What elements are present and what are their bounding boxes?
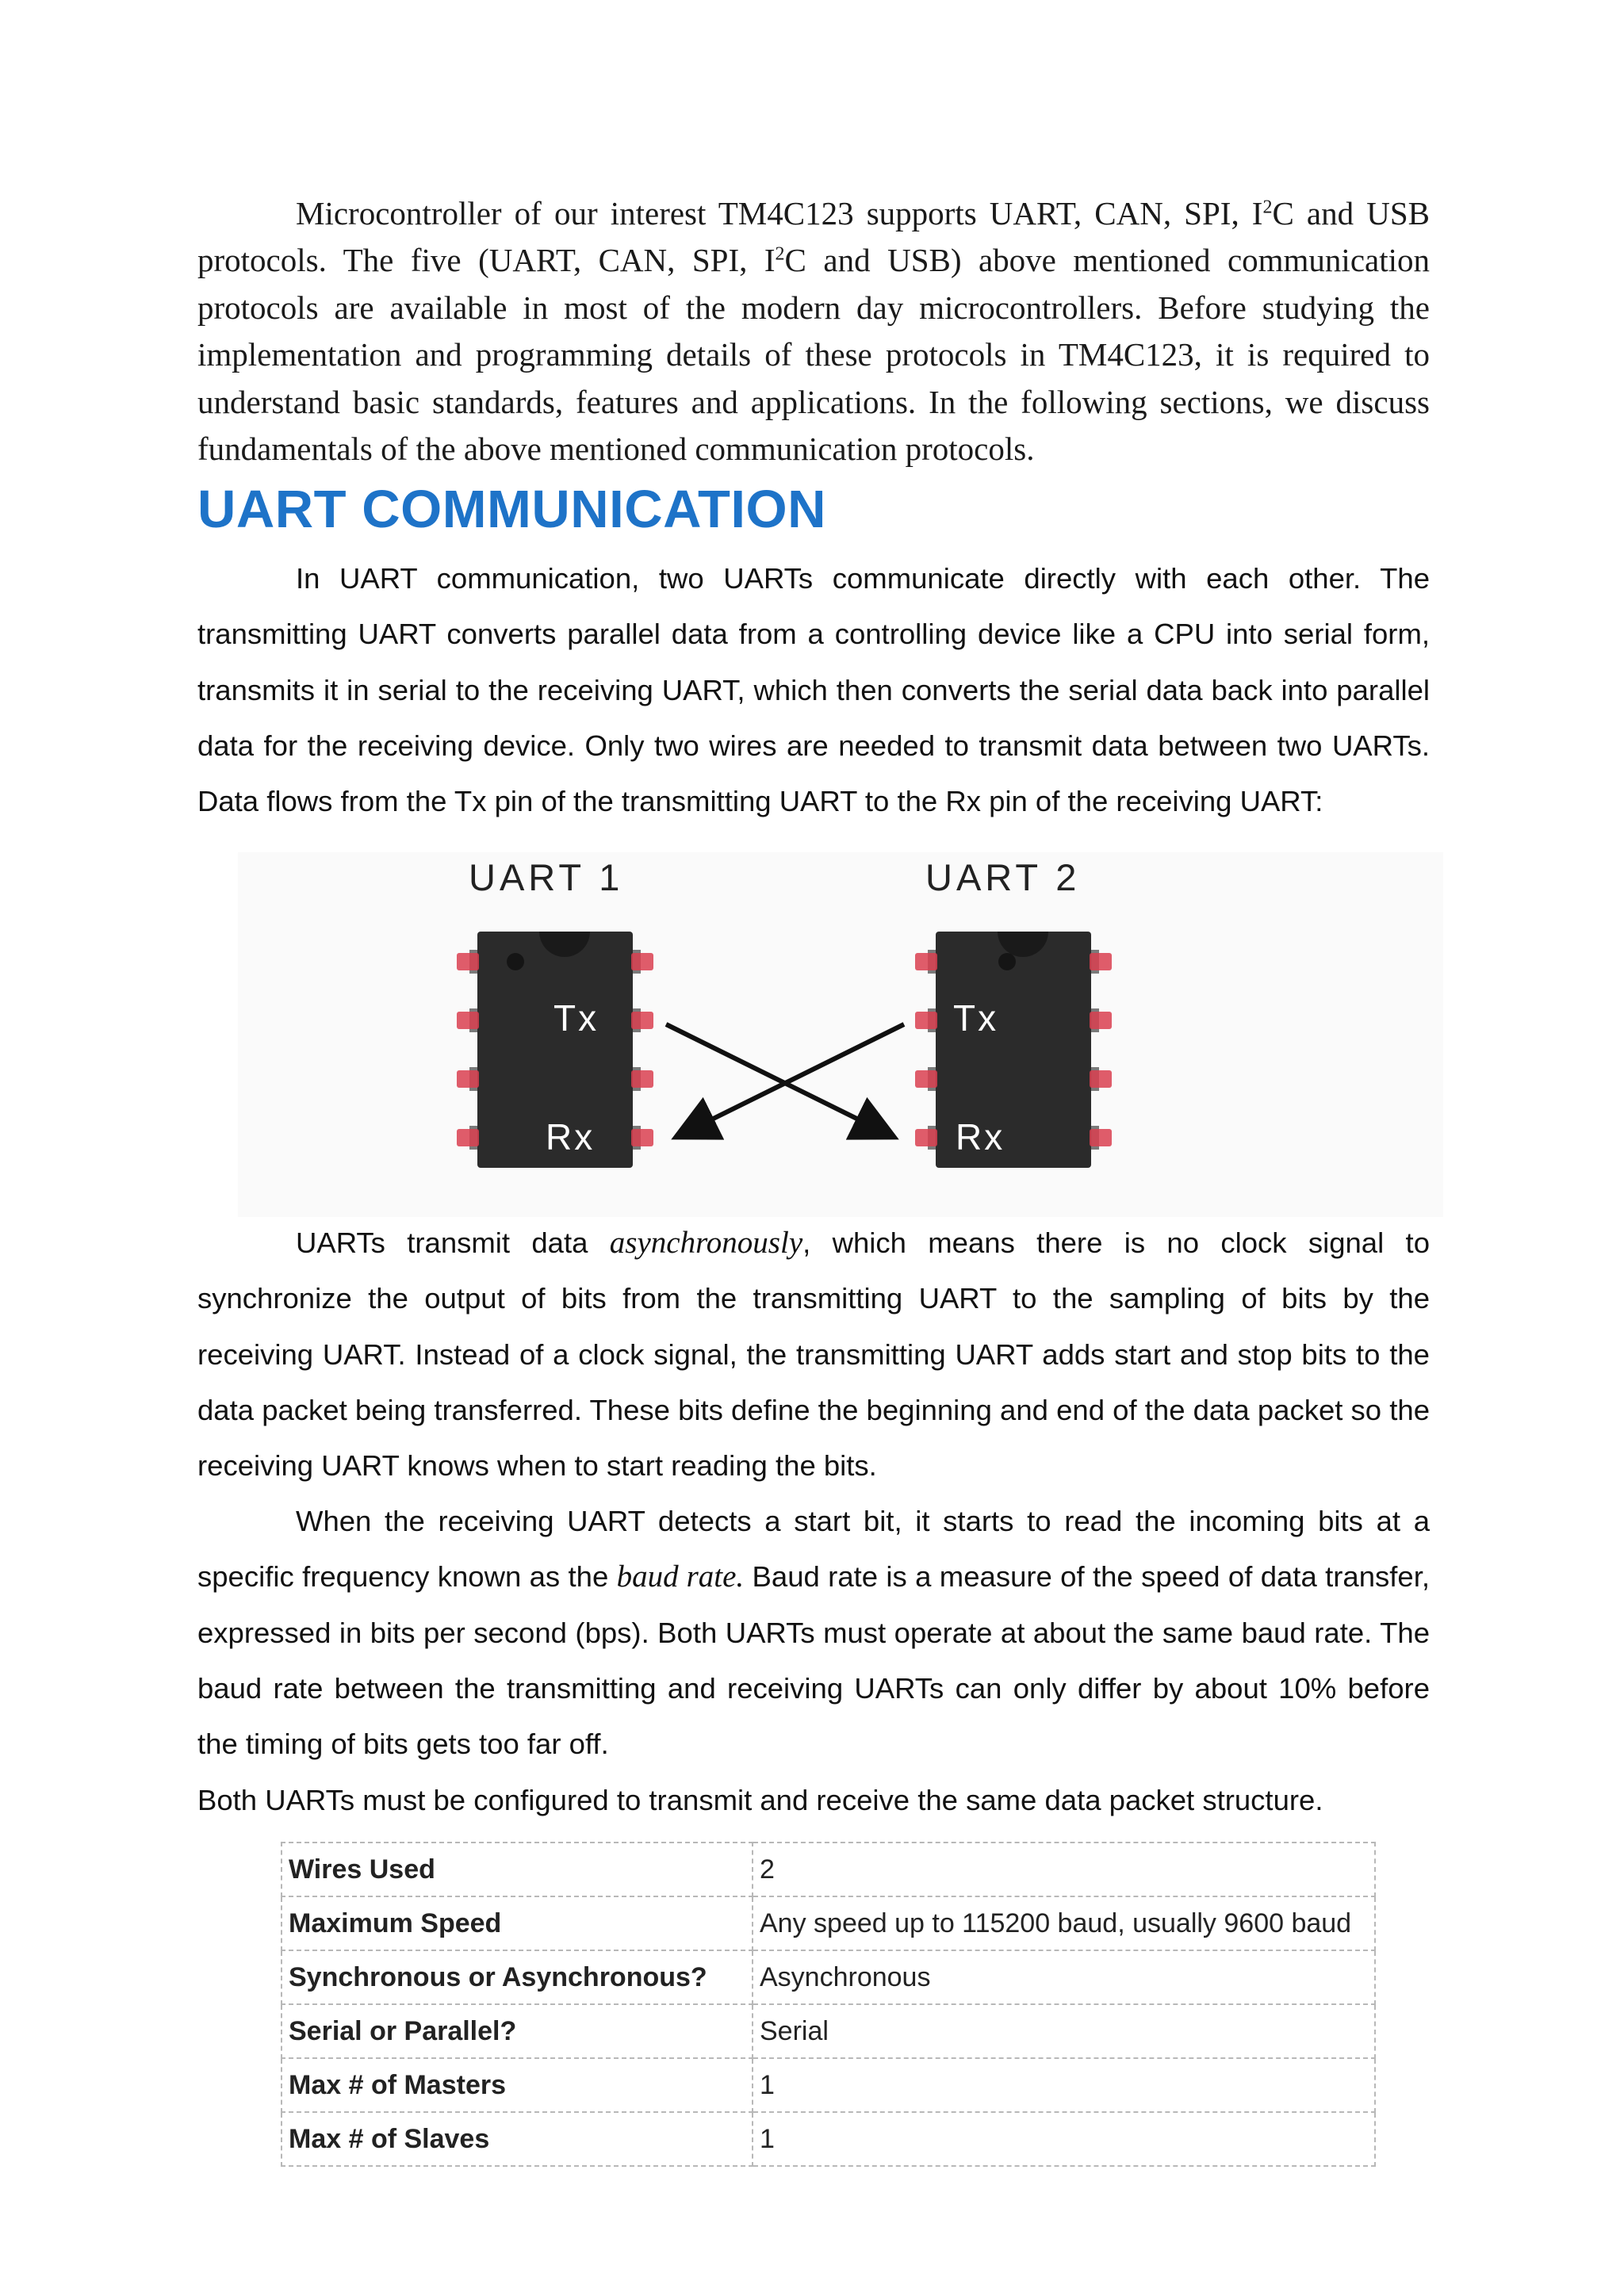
uart2-pin-r3: [1090, 1070, 1112, 1088]
uart1-chip: [457, 856, 653, 1168]
baud-rate-paragraph: When the receiving UART detects a start bit, it starts to read the incoming bits at a specific frequency known as the baud rate. Baud rate is a measure of the speed of data transfer, expressed in bits per second (bps). Both UARTs must operate at about the same baud rate. The baud rate between the transmitting and receiving UARTs can only differ by about 10% before the timing of bits gets too far off.: [197, 1505, 1430, 1761]
uart1-tx-label: Tx: [553, 997, 599, 1039]
uart2-title: UART 2: [925, 856, 1081, 898]
section-heading: UART COMMUNICATION: [197, 480, 827, 539]
table-key: Wires Used: [282, 1843, 753, 1896]
table-value: Asynchronous: [753, 1950, 1375, 2004]
uart1-pin-l3: [457, 1070, 479, 1088]
uart1-pin-l2: [457, 1012, 479, 1029]
tx2-to-rx1-arrow: [680, 1024, 904, 1135]
uart2-rx-label: Rx: [956, 1116, 1005, 1158]
uart2-tx-label: Tx: [953, 997, 999, 1039]
uart1-title: UART 1: [469, 856, 624, 898]
uart1-pin-r4: [631, 1129, 653, 1146]
table-row: [282, 2112, 1375, 2166]
table-key: Maximum Speed: [282, 1896, 753, 1950]
uart2-pin-l1: [915, 953, 937, 970]
uart-spec-table: [281, 1842, 1376, 2167]
table-value: Any speed up to 115200 baud, usually 9600 baud: [753, 1896, 1375, 1950]
uart2-pin-r4: [1090, 1129, 1112, 1146]
uart2-pin-r2: [1090, 1012, 1112, 1029]
table-value: 2: [753, 1843, 1375, 1896]
packet-structure-paragraph: Both UARTs must be configured to transmit and receive the same data packet structure.: [197, 1784, 1323, 1816]
table-key: Max # of Slaves: [282, 2112, 753, 2166]
table-value: Serial: [753, 2004, 1375, 2058]
uart1-pin-l1: [457, 953, 479, 970]
uart1-pin-r1: [631, 953, 653, 970]
uart2-chip: [915, 856, 1112, 1168]
uart2-pin-r1: [1090, 953, 1112, 970]
table-row: [282, 1896, 1375, 1950]
uart1-pin-l4: [457, 1129, 479, 1146]
uart1-rx-label: Rx: [546, 1116, 596, 1158]
table-value: 1: [753, 2058, 1375, 2112]
async-paragraph: UARTs transmit data asynchronously, which means there is no clock signal to synchronize the output of bits from the transmitting UART to the sampling of bits by the receiving UART. Instead of a clock signal, the transmitting UART adds start and stop bits to the data packet being transferred. These bits define the beginning and end of the data packet so the receiving UART knows when to start reading the bits.: [197, 1226, 1431, 1483]
table-value: 1: [753, 2112, 1375, 2166]
table-row: [282, 2058, 1375, 2112]
uart2-pin-l3: [915, 1070, 937, 1088]
table-row: [282, 1950, 1375, 2004]
table-row: [282, 2004, 1375, 2058]
uart-diagram: [428, 856, 1142, 1189]
tx1-to-rx2-arrow: [666, 1024, 891, 1135]
uart1-pin-r2: [631, 1012, 653, 1029]
uart2-pin-l4: [915, 1129, 937, 1146]
uart-intro-paragraph: In UART communication, two UARTs communicate directly with each other. The transmitting UART converts parallel data from a controlling device like a CPU into serial form, transmits it in serial to the receiving UART, which then converts the serial data back into parallel data for the receiving device. Only two wires are needed to transmit data between two UARTs. Data flows from the Tx pin of the transmitting UART to the Rx pin of the receiving UART:: [197, 562, 1430, 818]
uart1-pin-r3: [631, 1070, 653, 1088]
table-key: Serial or Parallel?: [282, 2004, 753, 2058]
table-key: Synchronous or Asynchronous?: [282, 1950, 753, 2004]
intro-paragraph: Microcontroller of our interest TM4C123 supports UART, CAN, SPI, $I^2C$ and USB protocols. The five (UART, CAN, SPI, $I^2C$ and USB) above mentioned communication protocols are available in most of the modern day microcontrollers. Before studying the implementation and programming details of these protocols in TM4C123, it is required to understand basic standards, features and applications. In the following sections, we discuss fundamentals of the above mentioned communication protocols.: [197, 195, 1430, 468]
uart2-pin-l2: [915, 1012, 937, 1029]
table-key: Max # of Masters: [282, 2058, 753, 2112]
table-row: [282, 1843, 1375, 1896]
